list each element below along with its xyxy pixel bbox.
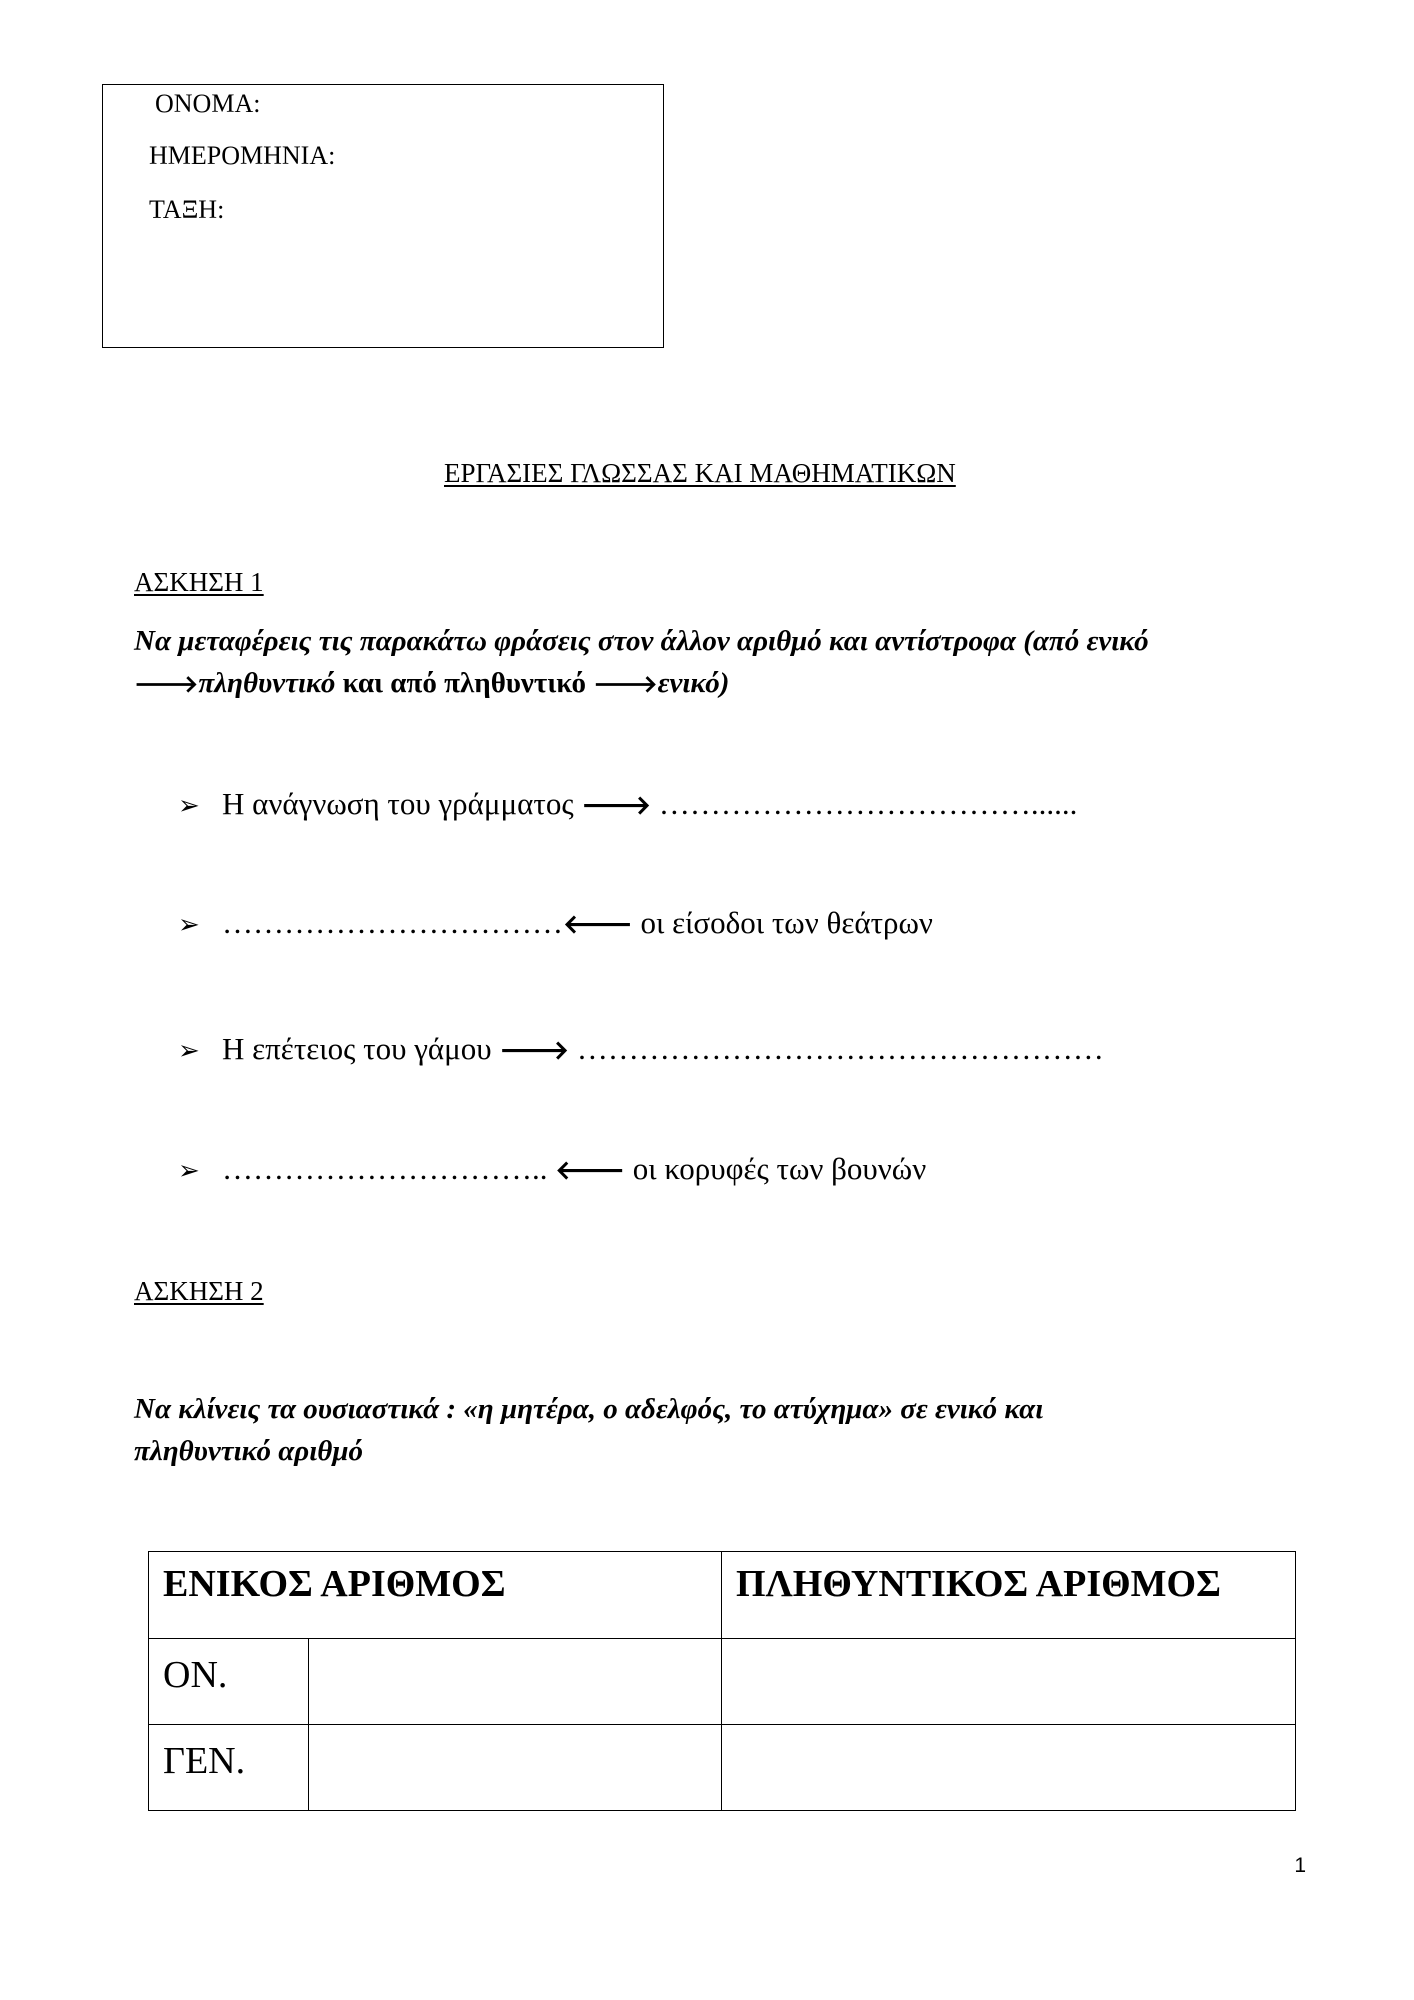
case-label: ΟΝ. bbox=[149, 1639, 309, 1725]
exercise1-instruction-line1: Να μεταφέρεις τις παρακάτω φράσεις στον άλλον αριθμό και αντίστροφα (από ενικό bbox=[134, 625, 1149, 657]
list-item: ➢ ……………………………🡐 οι είσοδοι των θεάτρων bbox=[178, 905, 933, 943]
bullet-arrowhead-icon: ➢ bbox=[178, 910, 200, 940]
arrow-left-icon: 🡐 bbox=[555, 1156, 625, 1186]
table-row bbox=[149, 1725, 1296, 1811]
exercise2-heading: ΑΣΚΗΣΗ 2 bbox=[134, 1276, 264, 1306]
exercise1-instruction-line2: 🡒πληθυντικό και από πληθυντικό 🡒ενικό) bbox=[134, 667, 730, 699]
arrow-left-icon: 🡐 bbox=[563, 910, 633, 940]
exercise2-instruction-line1: Να κλίνεις τα ουσιαστικά : «η μητέρα, ο αδελφός, το ατύχημα» σε ενικό και bbox=[134, 1393, 1044, 1425]
table-header-row bbox=[149, 1552, 1296, 1639]
header-plural: ΠΛΗΘΥΝΤΙΚΟΣ ΑΡΙΘΜΟΣ bbox=[722, 1552, 1296, 1639]
header-singular: ΕΝΙΚΟΣ ΑΡΙΘΜΟΣ bbox=[149, 1552, 722, 1639]
name-label: ΟΝΟΜΑ: bbox=[155, 89, 261, 118]
page-title: ΕΡΓΑΣΙΕΣ ΓΛΩΣΣΑΣ ΚΑΙ ΜΑΘΗΜΑΤΙΚΩΝ bbox=[444, 458, 956, 488]
arrow-right-icon: 🡒 bbox=[499, 1036, 570, 1066]
arrow-right-icon: 🡒 bbox=[593, 670, 658, 698]
student-info-box bbox=[102, 84, 664, 348]
exercise2-instruction-line2: πληθυντικό αριθμό bbox=[134, 1435, 363, 1467]
list-item: ➢ ………………………….. 🡐 οι κορυφές των βουνών bbox=[178, 1151, 926, 1189]
arrow-right-icon: 🡒 bbox=[581, 791, 652, 821]
list-item: ➢ Η επέτειος του γάμου 🡒 …………………………………………… bbox=[178, 1031, 1104, 1069]
exercise1-heading: ΑΣΚΗΣΗ 1 bbox=[134, 567, 264, 597]
class-label: ΤΑΞΗ: bbox=[149, 195, 225, 224]
singular-cell[interactable] bbox=[309, 1725, 722, 1811]
date-label: ΗΜΕΡΟΜΗΝΙΑ: bbox=[149, 141, 336, 170]
table-row bbox=[149, 1639, 1296, 1725]
bullet-arrowhead-icon: ➢ bbox=[178, 1156, 200, 1186]
plural-cell[interactable] bbox=[722, 1725, 1296, 1811]
plural-cell[interactable] bbox=[722, 1639, 1296, 1725]
arrow-right-icon: 🡒 bbox=[134, 670, 199, 698]
case-label: ΓΕΝ. bbox=[149, 1725, 309, 1811]
page-number: 1 bbox=[1294, 1854, 1306, 1877]
bullet-arrowhead-icon: ➢ bbox=[178, 1036, 200, 1066]
singular-cell[interactable] bbox=[309, 1639, 722, 1725]
bullet-arrowhead-icon: ➢ bbox=[178, 791, 200, 821]
list-item: ➢ Η ανάγνωση του γράμματος 🡒 ………………………………...... bbox=[178, 786, 1077, 824]
declension-table bbox=[148, 1551, 1296, 1811]
